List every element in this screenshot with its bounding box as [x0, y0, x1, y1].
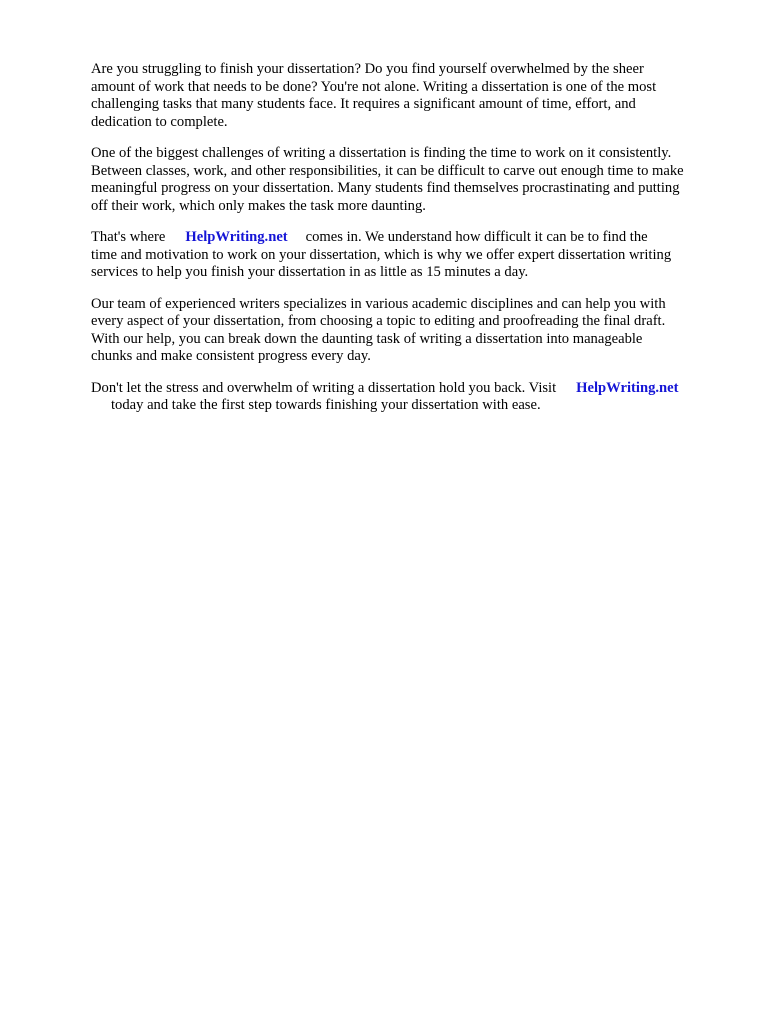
text-line: amount of work that needs to be done? You're not alone. Writing a dissertation is one of the most [91, 78, 657, 95]
text-line [91, 397, 721, 415]
text-line-with-link [91, 229, 721, 247]
text-line: Our team of experienced writers specializes in various academic disciplines and can help you with [91, 295, 666, 312]
text-fragment: today and take the first step towards finishing your dissertation with ease. [111, 397, 541, 413]
paragraph-5 [91, 380, 721, 415]
paragraph-1 [91, 61, 721, 131]
text-line: One of the biggest challenges of writing a dissertation is finding the time to work on it consistently. [91, 145, 672, 161]
text-line: Are you struggling to finish your dissertation? Do you find yourself overwhelmed by the sheer [91, 61, 644, 77]
text-line: chunks and make consistent progress every day. [91, 348, 371, 364]
document-body [91, 61, 721, 429]
text-line: meaningful progress on your dissertation. Many students find themselves procrastinating and putting [91, 180, 680, 196]
text-line: challenging tasks that many students face. It requires a significant amount of time, effort, and [91, 96, 636, 112]
paragraph-2 [91, 145, 721, 215]
text-line: off their work, which only makes the task more daunting. [91, 197, 426, 214]
text-line-with-link [91, 380, 721, 398]
helpwriting-link[interactable]: HelpWriting.net [576, 379, 679, 396]
paragraph-3 [91, 229, 721, 282]
paragraph-4 [91, 296, 721, 366]
text-line: services to help you finish your dissertation in as little as 15 minutes a day. [91, 264, 529, 280]
text-line: Between classes, work, and other responsibilities, it can be difficult to carve out enough time to make [91, 162, 684, 179]
text-line: time and motivation to work on your dissertation, which is why we offer expert dissertation writing [91, 246, 672, 263]
text-fragment: comes in. We understand how difficult it can be to find the [305, 229, 648, 245]
text-fragment: Don't let the stress and overwhelm of writing a dissertation hold you back. Visit [91, 379, 557, 396]
text-line: With our help, you can break down the daunting task of writing a dissertation into manageable [91, 330, 643, 347]
text-line: every aspect of your dissertation, from choosing a topic to editing and proofreading the final draft. [91, 313, 666, 329]
helpwriting-link[interactable]: HelpWriting.net [185, 229, 288, 245]
text-line: dedication to complete. [91, 113, 228, 130]
text-fragment: That's where [91, 229, 166, 245]
